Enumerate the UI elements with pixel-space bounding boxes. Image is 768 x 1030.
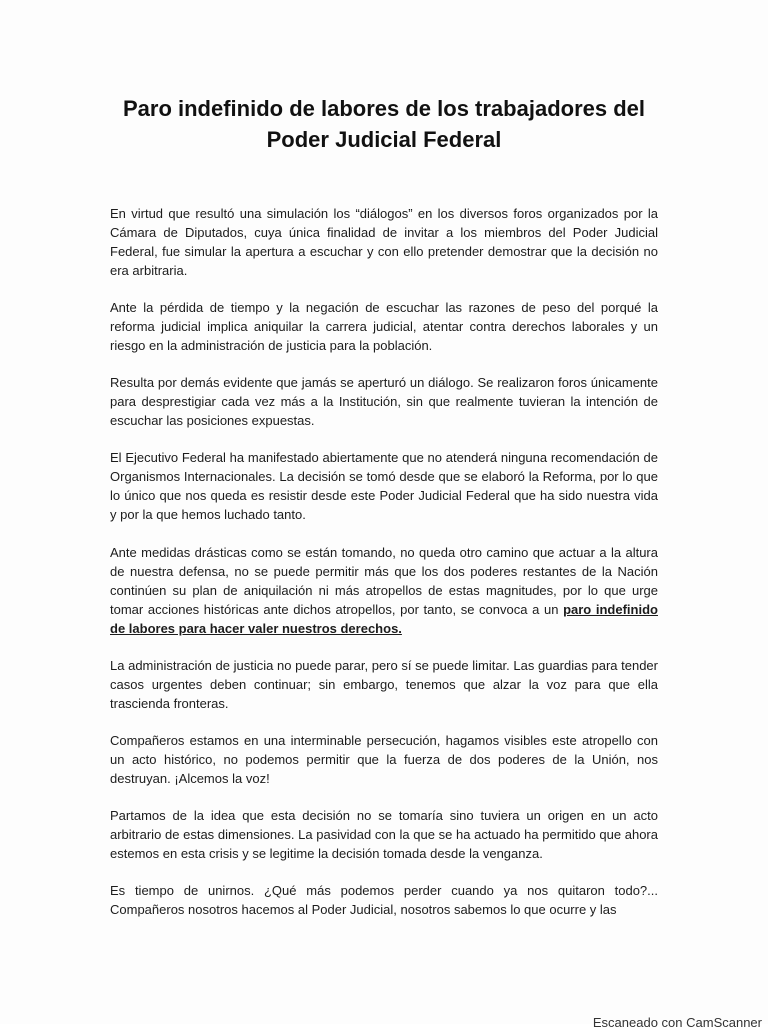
paragraph-2: Ante la pérdida de tiempo y la negación de escuchar las razones de peso del porqué la reforma judicial implica aniquilar la carrera judicial, atentar contra derechos laborales y un riesgo en la administración de justicia para la población.: [110, 300, 658, 353]
title-line-1: Paro indefinido de labores de los trabajadores del: [122, 96, 646, 121]
paragraph-5: [110, 543, 658, 638]
paragraph-4: El Ejecutivo Federal ha manifestado abiertamente que no atenderá ninguna recomendación de Organismos Internacionales. La decisión se tomó desde que se elaboró la Reforma, por lo que lo único que nos queda es resistir desde este Poder Judicial Federal que ha sido nuestra vida y por la que hemos luchado tanto.: [110, 450, 658, 522]
paragraph-5-text: Ante medidas drásticas como se están tomando, no queda otro camino que actuar a la altura de nuestra defensa, no se puede permitir más que los dos poderes restantes de la Nación continúen su plan de aniquilación ni más atropellos de estas magnitudes, por lo que urge tomar acciones históricas ante dichos atropellos, por tanto, se convoca a un: [110, 545, 658, 617]
paragraph-3: Resulta por demás evidente que jamás se aperturó un diálogo. Se realizaron foros únicamente para desprestigiar cada vez más a la Institución, sin que realmente tuvieran la intención de escuchar las posiciones expuestas.: [110, 375, 658, 428]
scanner-watermark: Escaneado con CamScanner: [592, 1015, 762, 1030]
title-line-2: Poder Judicial Federal: [266, 127, 502, 152]
document-title: [60, 93, 708, 155]
document-body: [110, 204, 658, 937]
paragraph-9: Es tiempo de unirnos. ¿Qué más podemos perder cuando ya nos quitaron todo?... Compañeros nosotros hacemos al Poder Judicial, nosotros sabemos lo que ocurre y las: [110, 883, 658, 917]
paragraph-6: La administración de justicia no puede parar, pero sí se puede limitar. Las guardias para tender casos urgentes deben continuar; sin embargo, tenemos que alzar la voz para que ella trascienda fronteras.: [110, 658, 658, 711]
strike-call-emphasis: paro indefinido de labores para hacer valer nuestros derechos.: [110, 602, 658, 636]
paragraph-8: Partamos de la idea que esta decisión no se tomaría sino tuviera un origen en un acto arbitrario de estas dimensiones. La pasividad con la que se ha actuado ha permitido que ahora estemos en esta crisis y se legitime la decisión tomada desde la venganza.: [110, 808, 658, 861]
paragraph-1: En virtud que resultó una simulación los “diálogos” en los diversos foros organizados por la Cámara de Diputados, cuya única finalidad de invitar a los miembros del Poder Judicial Federal, fue simular la apertura a escuchar y con ello pretender demostrar que la decisión no era arbitraria.: [110, 206, 658, 278]
paragraph-7: Compañeros estamos en una interminable persecución, hagamos visibles este atropello con un acto histórico, no podemos permitir que la fuerza de dos poderes de la Unión, nos destruyan. ¡Alcemos la voz!: [110, 733, 658, 786]
